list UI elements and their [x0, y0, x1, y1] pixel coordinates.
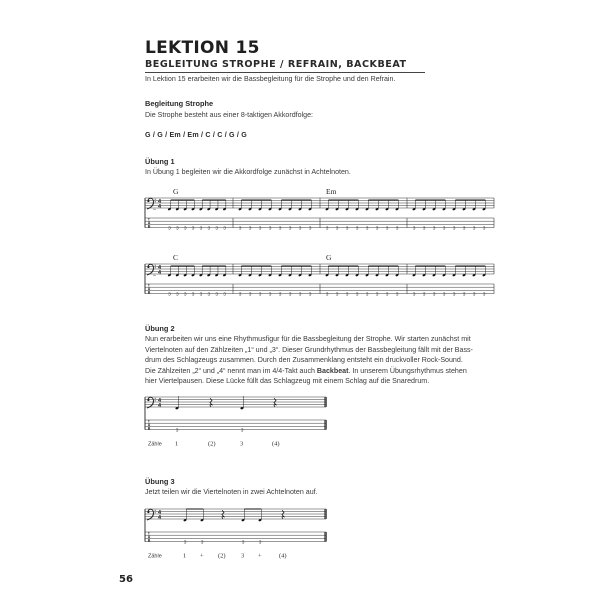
tab-number: 3 [223, 226, 226, 232]
tab-number: 3 [385, 292, 389, 298]
tab-label: T [147, 531, 151, 536]
tab-number: 3 [375, 292, 379, 298]
count-mark: 3 [240, 440, 244, 448]
notation-system-1 [140, 178, 500, 238]
tab-number: 3 [223, 292, 226, 298]
tab-number: 3 [395, 292, 399, 298]
tab-number: 3 [168, 226, 171, 232]
tab-label: B [147, 538, 151, 543]
time-sig-bottom: 4 [158, 514, 162, 521]
uebung-2-line-4-pre: Die Zählzeiten „2“ und „4“ nennt man im 4/4-Takt auch [145, 366, 317, 375]
tab-number: 3 [175, 428, 179, 434]
tab-number: 3 [452, 226, 456, 232]
tab-number: 3 [168, 292, 171, 298]
chord-sequence: G / G / Em / Em / C / C / G / G [145, 131, 247, 139]
tab-label: T [147, 217, 151, 222]
tab-number: 3 [462, 226, 466, 232]
tab-number: 3 [199, 226, 203, 232]
time-sig-top: 4 [158, 198, 162, 205]
tab-number: 3 [432, 292, 436, 298]
tab-label: A [147, 286, 151, 291]
tab-number: 3 [422, 292, 426, 298]
tab-number: 3 [215, 292, 218, 298]
tab-number: 3 [191, 226, 195, 232]
tab-number: 3 [175, 226, 179, 232]
tab-number: 3 [241, 540, 245, 546]
tab-number: 3 [200, 540, 204, 546]
tab-number: 3 [345, 292, 349, 298]
tab-number: 3 [335, 226, 339, 232]
count-mark: + [200, 552, 204, 560]
strophe-text: Die Strophe besteht aus einer 8-taktigen Akkordfolge: [145, 111, 313, 119]
bass-clef-dot [155, 510, 156, 511]
uebung-2-line-1: Nun erarbeiten wir uns eine Rhythmusfigur für die Bassbegleitung der Strophe. Wir starten zunächst mit [145, 335, 471, 343]
count-mark: (4) [272, 440, 280, 448]
chord-symbol: Em [326, 187, 337, 196]
heading-uebung-2: Übung 2 [145, 324, 175, 333]
count-label: Zähle [148, 441, 162, 448]
bass-clef [147, 509, 154, 520]
count-mark: 1 [183, 552, 187, 560]
tab-label: A [147, 534, 151, 539]
uebung-3-text: Jetzt teilen wir die Viertelnoten in zwei Achtelnoten auf. [145, 488, 318, 496]
tab-number: 3 [298, 292, 302, 298]
tab-number: 3 [482, 226, 486, 232]
count-mark: + [258, 552, 262, 560]
bass-clef-dot [147, 511, 149, 513]
tab-number: 3 [240, 428, 244, 434]
tab-number: 3 [355, 226, 359, 232]
tab-number: 3 [442, 226, 446, 232]
bass-clef [147, 397, 154, 408]
tab-label: A [147, 220, 151, 225]
intro-text: In Lektion 15 erarbeiten wir die Bassbegleitung für die Strophe und den Refrain. [145, 75, 396, 83]
tab-number: 3 [207, 226, 211, 232]
tab-label: B [147, 224, 151, 229]
uebung-2-line-2: Viertelnoten auf den Zählzeiten „1“ und „3“. Dieser Grundrhythmus der Bassbegleitung fällt mit der Bass- [145, 345, 473, 354]
uebung-2-line-5: hier Viertelpausen. Diese Lücke füllt das Schlagzeug mit einem Schlag auf die Snaredrum. [145, 377, 430, 385]
bass-clef-dot [147, 399, 149, 401]
tab-number: 3 [238, 226, 242, 232]
count-mark: (2) [208, 440, 216, 448]
lesson-title: LEKTION 15 [145, 38, 260, 58]
lesson-subtitle: BEGLEITUNG STROPHE / REFRAIN, BACKBEAT [145, 59, 407, 70]
heading-uebung-1: Übung 1 [145, 157, 175, 166]
bass-clef-dot [155, 199, 156, 200]
time-sig-top: 4 [158, 509, 162, 516]
time-sig-bottom: 4 [158, 203, 162, 210]
tab-number: 3 [288, 292, 292, 298]
tab-number: 3 [238, 292, 242, 298]
chord-symbol: C [173, 253, 179, 262]
time-sig-bottom: 4 [158, 269, 162, 276]
tab-number: 3 [248, 292, 252, 298]
uebung-2-line-4 [145, 366, 515, 377]
time-sig-top: 4 [158, 397, 162, 404]
tab-number: 3 [365, 292, 369, 298]
tab-number: 3 [215, 226, 218, 232]
backbeat-term: Backbeat [316, 366, 349, 375]
heading-uebung-3: Übung 3 [145, 477, 175, 486]
tab-number: 3 [183, 292, 187, 298]
bass-clef-dot [155, 267, 156, 268]
bass-clef-dot [147, 266, 149, 268]
tab-number: 3 [308, 292, 312, 298]
tab-label: T [147, 419, 151, 424]
bass-clef-dot [155, 512, 156, 513]
tab-number: 3 [308, 226, 312, 232]
bass-clef-dot [155, 398, 156, 399]
tab-number: 3 [345, 226, 349, 232]
tab-label: A [147, 422, 151, 427]
heading-strophe: Begleitung Strophe [145, 99, 214, 108]
chord-symbol: G [326, 253, 332, 262]
time-sig-top: 4 [158, 264, 162, 271]
bass-clef-dot [155, 201, 156, 202]
bass-clef [147, 198, 154, 209]
count-mark: (4) [279, 552, 287, 560]
tab-number: 3 [385, 226, 389, 232]
tab-label: B [147, 290, 151, 295]
uebung-2-line-4-post: . In unserem Übungsrhythmus stehen [348, 366, 467, 375]
tab-number: 3 [325, 292, 329, 298]
bass-clef-dot [147, 200, 149, 202]
tab-number: 3 [298, 226, 302, 232]
tab-number: 3 [462, 292, 466, 298]
tab-number: 3 [472, 292, 476, 298]
tab-number: 3 [395, 226, 399, 232]
tab-number: 3 [335, 292, 339, 298]
tab-number: 3 [268, 226, 272, 232]
tab-number: 3 [191, 292, 195, 298]
tab-number: 3 [199, 292, 203, 298]
chord-symbol: G [173, 187, 179, 196]
tab-number: 3 [365, 226, 369, 232]
tab-label: B [147, 426, 151, 431]
tab-number: 3 [278, 292, 282, 298]
uebung-2-line-3: drum des Schlagzeugs zusammen. Durch den Zusammenklang entsteht ein druckvoller Rock-Sound. [145, 356, 463, 364]
tab-number: 3 [442, 292, 446, 298]
tab-number: 3 [278, 226, 282, 232]
tab-number: 3 [375, 226, 379, 232]
tab-number: 3 [268, 292, 272, 298]
bass-clef-dot [155, 265, 156, 266]
tab-number: 3 [482, 292, 486, 298]
count-label: Zähle [148, 553, 162, 560]
tab-number: 3 [325, 226, 329, 232]
tab-number: 3 [207, 292, 211, 298]
tab-number: 3 [258, 226, 262, 232]
tab-number: 3 [412, 226, 416, 232]
tab-number: 3 [175, 292, 179, 298]
bass-clef-dot [155, 400, 156, 401]
title-rule [145, 72, 425, 73]
tab-number: 3 [432, 226, 436, 232]
tab-number: 3 [412, 292, 416, 298]
count-mark: (2) [218, 552, 226, 560]
tab-number: 3 [258, 292, 262, 298]
page-number: 56 [119, 574, 133, 585]
tab-number: 3 [248, 226, 252, 232]
tab-label: T [147, 283, 151, 288]
tab-number: 3 [355, 292, 359, 298]
notation-system-2 [140, 244, 500, 304]
tab-number: 3 [452, 292, 456, 298]
tab-number: 3 [422, 226, 426, 232]
uebung-1-text: In Übung 1 begleiten wir die Akkordfolge zunächst in Achtelnoten. [145, 168, 351, 176]
tab-number: 3 [183, 540, 187, 546]
tab-number: 3 [183, 226, 187, 232]
tab-number: 3 [288, 226, 292, 232]
bass-clef [147, 264, 154, 275]
tab-number: 3 [472, 226, 476, 232]
count-mark: 1 [175, 440, 179, 448]
time-sig-bottom: 4 [158, 402, 162, 409]
count-mark: 3 [241, 552, 245, 560]
notation-uebung-3 [140, 500, 340, 572]
tab-number: 3 [258, 540, 262, 546]
notation-uebung-2 [140, 388, 340, 460]
